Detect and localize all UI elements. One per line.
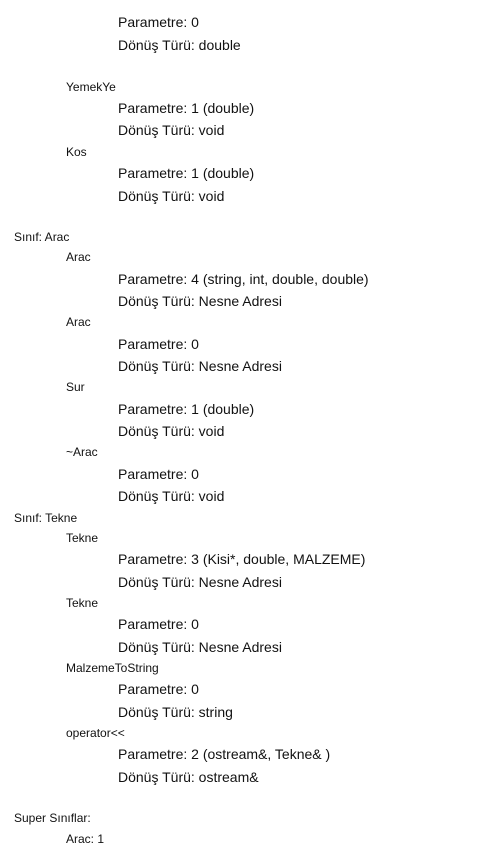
- return-type-line: Dönüş Türü: void: [118, 488, 225, 504]
- class-heading: Sınıf: Tekne: [14, 511, 78, 525]
- param-line: Parametre: 2 (ostream&, Tekne& ): [118, 746, 331, 762]
- return-type-line: Dönüş Türü: ostream&: [118, 769, 259, 785]
- param-line: Parametre: 0: [118, 336, 199, 352]
- param-line: Parametre: 1 (double): [118, 100, 255, 116]
- param-line: Parametre: 0: [118, 14, 199, 30]
- return-type-line: Dönüş Türü: Nesne Adresi: [118, 293, 282, 309]
- return-type-line: Dönüş Türü: void: [118, 188, 225, 204]
- return-type-line: Dönüş Türü: double: [118, 37, 241, 53]
- return-type-line: Dönüş Türü: string: [118, 704, 233, 720]
- param-line: Parametre: 0: [118, 681, 199, 697]
- return-type-line: Dönüş Türü: Nesne Adresi: [118, 574, 282, 590]
- param-line: Parametre: 3 (Kisi*, double, MALZEME): [118, 551, 366, 567]
- param-line: Parametre: 1 (double): [118, 401, 255, 417]
- param-line: Parametre: 0: [118, 466, 199, 482]
- return-type-line: Dönüş Türü: Nesne Adresi: [118, 639, 282, 655]
- method-name: Tekne: [66, 531, 99, 545]
- method-name: ~Arac: [66, 445, 98, 459]
- superclass-entry: Arac: 1: [66, 832, 105, 846]
- superclass-heading: Super Sınıflar:: [14, 811, 91, 825]
- method-name: operator<<: [66, 726, 125, 740]
- return-type-line: Dönüş Türü: void: [118, 122, 225, 138]
- param-line: Parametre: 4 (string, int, double, double): [118, 271, 369, 287]
- method-name: YemekYe: [66, 80, 116, 94]
- class-heading: Sınıf: Arac: [14, 230, 70, 244]
- return-type-line: Dönüş Türü: Nesne Adresi: [118, 358, 282, 374]
- param-line: Parametre: 1 (double): [118, 165, 255, 181]
- method-name: Arac: [66, 315, 91, 329]
- method-name: MalzemeToString: [66, 661, 159, 675]
- param-line: Parametre: 0: [118, 616, 199, 632]
- method-name: Arac: [66, 250, 91, 264]
- method-name: Kos: [66, 145, 87, 159]
- method-name: Tekne: [66, 596, 99, 610]
- return-type-line: Dönüş Türü: void: [118, 423, 225, 439]
- method-name: Sur: [66, 380, 85, 394]
